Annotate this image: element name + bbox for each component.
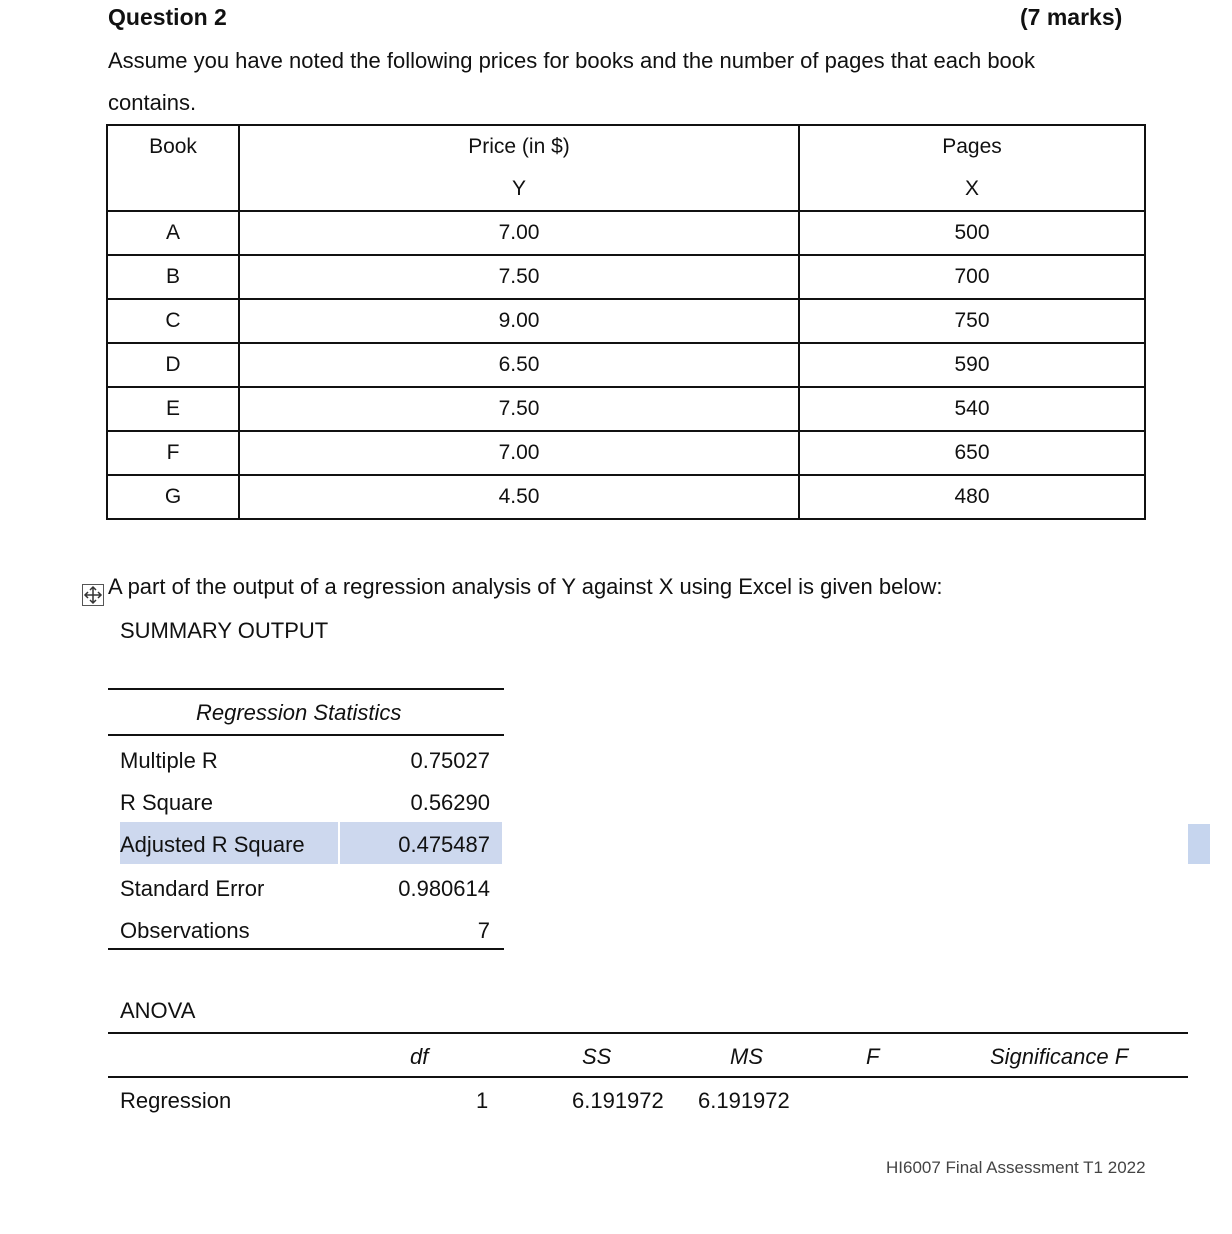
- cell-pages: 750: [799, 299, 1145, 343]
- stats-label: Observations: [120, 918, 250, 943]
- intro-text-line1: Assume you have noted the following prices for books and the number of pages that each book: [108, 48, 1036, 73]
- cell-book: G: [107, 475, 239, 519]
- cell-book: C: [107, 299, 239, 343]
- cell-pages: 500: [799, 211, 1145, 255]
- anova-row-df: 1: [476, 1088, 489, 1113]
- intro-text-line2: contains.: [108, 90, 197, 115]
- table-row: [107, 475, 1145, 519]
- cell-pages: 700: [799, 255, 1145, 299]
- stats-rule-bottom: [108, 948, 504, 950]
- table-row: [107, 211, 1145, 255]
- cell-price: 4.50: [239, 475, 799, 519]
- regression-statistics-heading: Regression Statistics: [196, 700, 402, 725]
- question-title: Question 2: [108, 4, 227, 30]
- cell-pages: 650: [799, 431, 1145, 475]
- anova-header-significance: Significance F: [990, 1044, 1129, 1069]
- stats-value: 0.56290: [410, 790, 490, 815]
- stats-value: 0.75027: [410, 748, 490, 773]
- anova-header-df: df: [410, 1044, 429, 1069]
- table-row: [107, 299, 1145, 343]
- cell-price: 7.50: [239, 387, 799, 431]
- table-row: [107, 255, 1145, 299]
- anova-header-ss: SS: [582, 1044, 612, 1069]
- table-row: [107, 431, 1145, 475]
- stats-label: Adjusted R Square: [120, 832, 305, 857]
- stats-label: Standard Error: [120, 876, 265, 901]
- page-footer: HI6007 Final Assessment T1 2022: [886, 1158, 1146, 1177]
- cell-price: 7.50: [239, 255, 799, 299]
- cell-book: A: [107, 211, 239, 255]
- anova-row-ms: 6.191972: [698, 1088, 790, 1113]
- stats-row: [108, 912, 504, 952]
- anova-row-label: Regression: [120, 1088, 232, 1113]
- stats-rule-top: [108, 688, 504, 690]
- cell-price: 7.00: [239, 431, 799, 475]
- header-book: Book: [107, 125, 239, 211]
- stats-value: 0.475487: [398, 832, 490, 857]
- cell-book: F: [107, 431, 239, 475]
- table-row: [107, 387, 1145, 431]
- anova-title: ANOVA: [120, 998, 196, 1023]
- anova-rule-header: [108, 1076, 1188, 1078]
- summary-output-title: SUMMARY OUTPUT: [120, 618, 329, 643]
- anova-rule-top: [108, 1032, 1188, 1034]
- stats-value: 0.980614: [398, 876, 490, 901]
- stats-row: [108, 826, 504, 866]
- books-table-header: [107, 125, 1145, 211]
- stats-value: 7: [477, 918, 490, 943]
- cell-pages: 540: [799, 387, 1145, 431]
- stats-rule-header: [108, 734, 504, 736]
- cell-book: D: [107, 343, 239, 387]
- stats-label: Multiple R: [120, 748, 218, 773]
- stats-row: [108, 784, 504, 824]
- stats-row: [108, 742, 504, 782]
- scroll-marker[interactable]: [1188, 824, 1210, 864]
- anova-row-ss: 6.191972: [572, 1088, 664, 1113]
- move-handle-icon[interactable]: [82, 584, 104, 606]
- anova-header-f: F: [866, 1044, 880, 1069]
- cell-pages: 480: [799, 475, 1145, 519]
- header-price: Price (in $) Y: [239, 125, 799, 211]
- cell-book: E: [107, 387, 239, 431]
- cell-price: 7.00: [239, 211, 799, 255]
- books-table: [106, 124, 1146, 520]
- question-marks: (7 marks): [1020, 4, 1123, 30]
- stats-row: [108, 870, 504, 910]
- anova-header-ms: MS: [730, 1044, 763, 1069]
- cell-price: 6.50: [239, 343, 799, 387]
- header-pages: Pages X: [799, 125, 1145, 211]
- cell-pages: 590: [799, 343, 1145, 387]
- cell-price: 9.00: [239, 299, 799, 343]
- stats-label: R Square: [120, 790, 213, 815]
- regression-intro: A part of the output of a regression analysis of Y against X using Excel is given below:: [108, 574, 943, 599]
- table-row: [107, 343, 1145, 387]
- cell-book: B: [107, 255, 239, 299]
